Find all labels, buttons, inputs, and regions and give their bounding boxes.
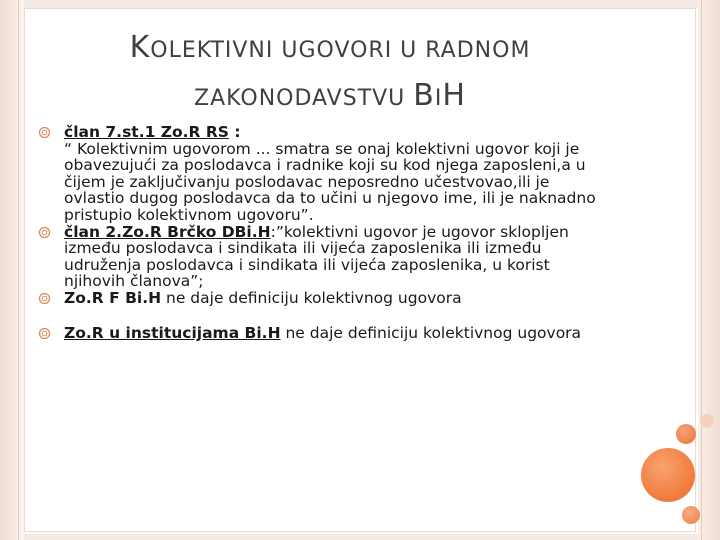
frame-line-right <box>701 0 702 540</box>
bullet-icon <box>38 226 51 239</box>
bullet-icon <box>38 327 51 340</box>
bullet-item: član 2.Zo.R Brčko DBi.H:”kolektivni ugovor je ugovor sklopljen između poslodavca i sindikata ili vijeća zaposlenika ili između udruženja poslodavca i sindikata ili vijeća zaposlenika, u korist njihovih članova”; <box>38 224 598 290</box>
bullet-text: ”kolektivni ugovor je ugovor sklopljen između poslodavca i sindikata ili vijeća zaposlenika ili između udruženja poslodavca i sindikata ili vijeća zaposlenika, u korist njihovih članova”; <box>64 222 569 291</box>
bullet-label: član 2.Zo.R Brčko DBi.H <box>64 222 271 241</box>
bullet-text: ne daje definiciju kolektivnog ugovora <box>280 323 582 342</box>
bullet-item: član 7.st.1 Zo.R RS : “ Kolektivnim ugovorom ... smatra se onaj kolektivni ugovor koji je obavezujući za poslodavca i radnike koji su kod njega zaposleni,a u čijem je zaključivanju poslodavac neposredno učestvovao,ili je ovlastio dugog poslodavca da to učini u njegovo ime, ili je naknadno pristupio kolektivnom ugovoru”. <box>38 124 598 224</box>
bullet-icon <box>38 126 51 139</box>
bullet-list <box>38 124 598 341</box>
bullet-text: “ Kolektivnim ugovorom ... smatra se onaj kolektivni ugovor koji je obavezujući za poslodavca i radnike koji su kod njega zaposleni,a u čijem je zaključivanju poslodavac neposredno učestvovao,ili je ovlastio dugog poslodavca da to učini u njegovo ime, ili je naknadno pristupio kolektivnom ugovoru”. <box>64 139 596 224</box>
bullet-icon <box>38 292 51 305</box>
decor-circle-small <box>700 414 714 428</box>
bullet-text: ne daje definiciju kolektivnog ugovora <box>161 288 462 307</box>
decor-circle-bottom <box>682 506 700 524</box>
title-line-1: KOLEKTIVNI UGOVORI U RADNOM <box>129 30 531 65</box>
bullet-label: Zo.R u institucijama Bi.H <box>64 323 281 342</box>
bullet-label: Zo.R F Bi.H <box>64 288 162 307</box>
bullet-label: član 7.st.1 Zo.R RS <box>64 123 229 141</box>
bullet-item <box>38 290 598 307</box>
bullet-item <box>38 325 598 342</box>
decor-circle-medium <box>676 424 696 444</box>
frame-bottom <box>0 534 720 540</box>
decor-circle-large <box>641 448 695 502</box>
title-line-2: ZAKONODAVSTVU BIH <box>194 78 466 113</box>
slide-title <box>0 26 660 122</box>
frame-top <box>0 0 720 8</box>
